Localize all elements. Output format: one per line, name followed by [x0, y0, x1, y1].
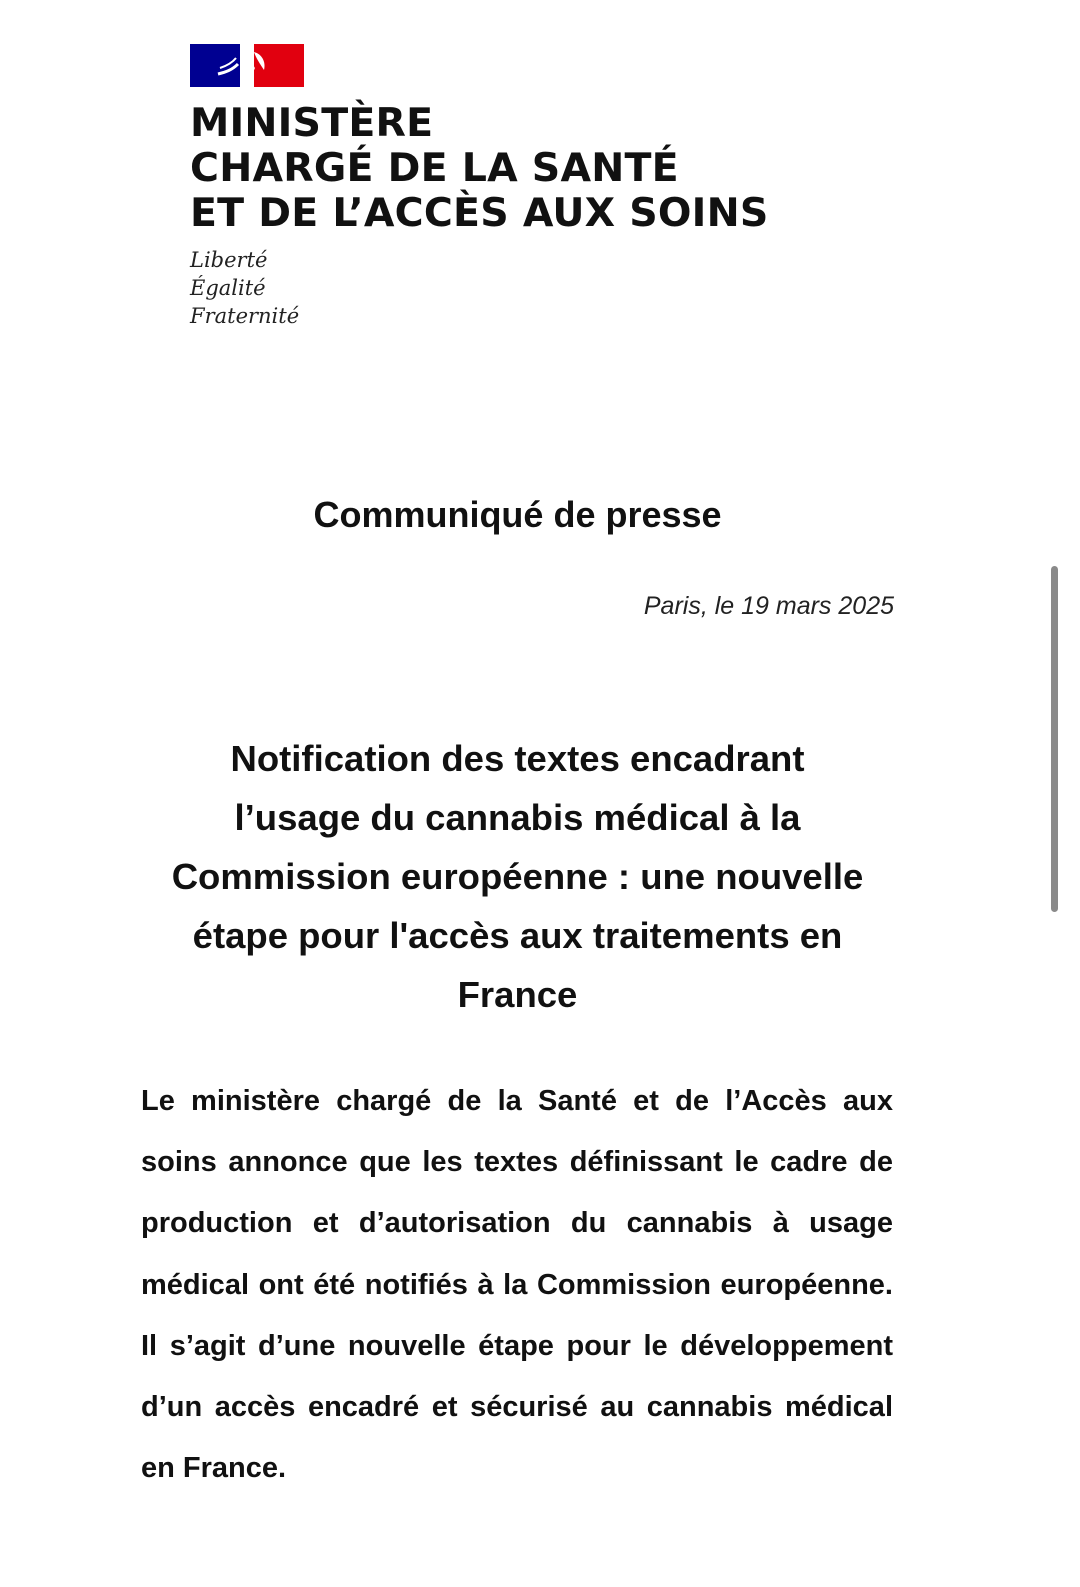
- dateline: Paris, le 19 mars 2025: [643, 592, 894, 620]
- ministry-name-line-1: MINISTÈRE: [190, 100, 434, 146]
- headline-line-5: France: [457, 974, 578, 1015]
- headline-line-3: Commission européenne : une nouvelle: [171, 856, 864, 897]
- ministry-logo: [190, 44, 790, 330]
- headline-line-1: Notification des textes encadrant: [230, 738, 805, 779]
- motto-liberte: Liberté: [190, 248, 268, 272]
- ministry-name: [190, 101, 790, 236]
- motto-egalite: Égalité: [190, 276, 266, 300]
- press-release-headline: [130, 729, 905, 1024]
- document-type-heading: Communiqué de presse: [313, 494, 722, 535]
- headline-line-2: l’usage du cannabis médical à la: [234, 797, 801, 838]
- vertical-scrollbar[interactable]: [1051, 566, 1058, 912]
- marianne-flag-icon: [190, 44, 304, 87]
- motto-fraternite: Fraternité: [190, 304, 300, 328]
- republic-motto: [190, 246, 790, 330]
- lead-paragraph: Le ministère chargé de la Santé et de l’Accès aux soins annonce que les textes définissant le cadre de production et d’autorisation du cannabis à usage médical ont été notifiés à la Commission européenne. Il s’agit d’une nouvelle étape pour le développement d’un accès encadré et sécurisé au cannabis médical en France.: [141, 1085, 893, 1485]
- ministry-name-line-3: ET DE L’ACCÈS AUX SOINS: [190, 190, 769, 236]
- headline-line-4: étape pour l'accès aux traitements en: [192, 915, 843, 956]
- ministry-name-line-2: CHARGÉ DE LA SANTÉ: [190, 145, 679, 191]
